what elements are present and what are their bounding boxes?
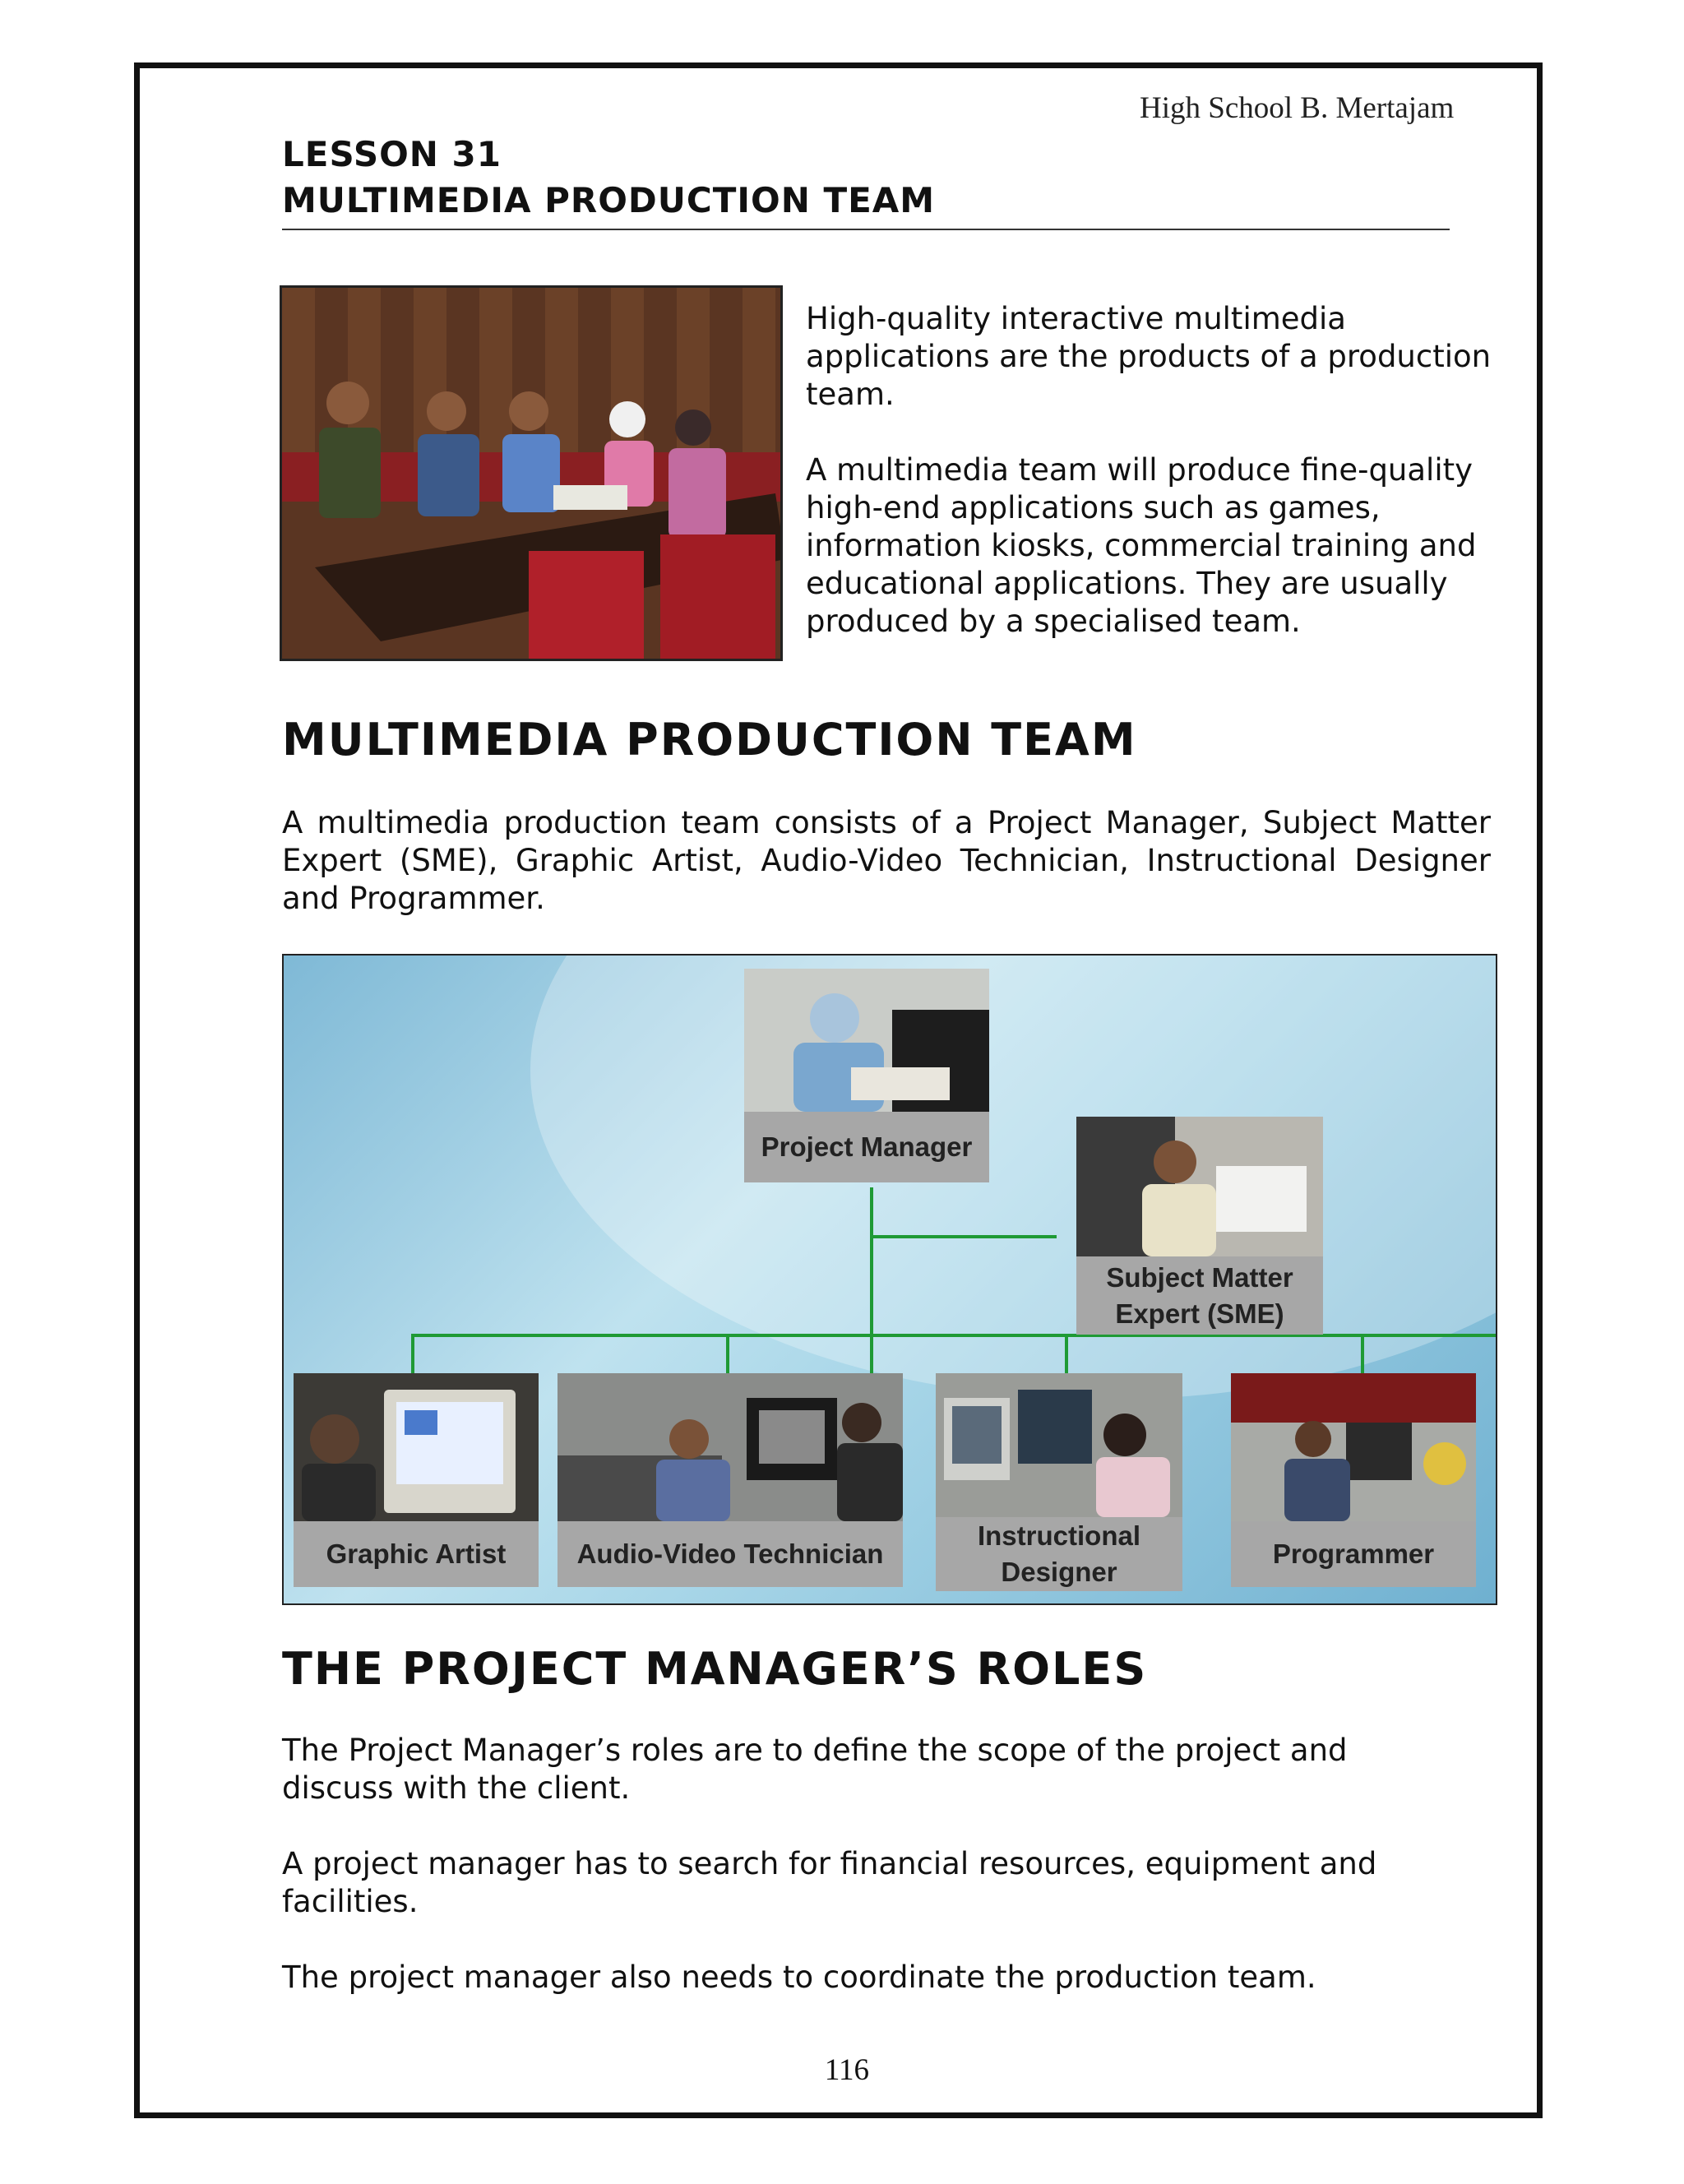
av-technician-label: Audio-Video Technician — [557, 1521, 903, 1587]
page-number: 116 — [824, 2053, 870, 2087]
org-chart — [282, 954, 1497, 1605]
roles-section-title: THE PROJECT MANAGER’S ROLES — [282, 1643, 1148, 1695]
intro-text — [806, 300, 1497, 678]
team-section-text: A multimedia production team consists of a Project Manager, Subject Matter Expert (SME), Graphic Artist, Audio-Video Technician, Instructional Designer and Programmer. — [282, 805, 1491, 916]
programmer-photo — [1231, 1373, 1476, 1521]
programmer-label: Programmer — [1231, 1521, 1476, 1587]
instructional-designer-photo — [936, 1373, 1182, 1517]
project-manager-label: Project Manager — [744, 1112, 989, 1182]
sme-label — [1076, 1256, 1323, 1335]
lesson-title: MULTIMEDIA PRODUCTION TEAM — [282, 180, 936, 220]
av-technician-node — [557, 1373, 903, 1587]
instructional-designer-label — [936, 1517, 1182, 1591]
roles-paragraph-1: The Project Manager’s roles are to define the scope of the project and discuss with the client. — [282, 1733, 1348, 1806]
lesson-heading — [282, 132, 1450, 224]
av-technician-photo — [557, 1373, 903, 1521]
instructional-designer-node — [936, 1373, 1182, 1591]
project-manager-node — [744, 969, 989, 1182]
sme-photo — [1076, 1117, 1323, 1256]
sme-label-line1: Subject Matter — [1106, 1261, 1293, 1293]
av-connector — [726, 1334, 729, 1373]
programmer-node — [1231, 1373, 1476, 1587]
id-label-line2: Designer — [1001, 1557, 1117, 1587]
graphic-artist-label: Graphic Artist — [294, 1521, 539, 1587]
school-name: High School B. Mertajam — [1140, 91, 1455, 125]
graphic-artist-node — [294, 1373, 539, 1587]
intro-paragraph-1: High-quality interactive multimedia applications are the products of a production team. — [806, 301, 1492, 412]
roles-paragraph-3: The project manager also needs to coordinate the production team. — [282, 1960, 1316, 1995]
graphic-artist-photo — [294, 1373, 539, 1521]
id-label-line1: Instructional — [977, 1520, 1141, 1551]
roles-paragraph-2: A project manager has to search for financial resources, equipment and facilities. — [282, 1846, 1377, 1919]
team-horizontal-line — [411, 1334, 1497, 1337]
sme-label-line2: Expert (SME) — [1115, 1298, 1284, 1329]
sme-node — [1076, 1117, 1323, 1335]
heading-rule — [282, 229, 1450, 230]
intro-paragraph-2: A multimedia team will produce fine-quality high-end applications such as games, information kiosks, commercial training and educational applications. They are usually produced by a specialised team. — [806, 452, 1477, 639]
meeting-photo — [280, 285, 783, 661]
lesson-number: LESSON 31 — [282, 134, 502, 174]
pm-sme-line — [870, 1235, 1057, 1238]
prog-connector — [1361, 1334, 1364, 1373]
id-connector — [1065, 1334, 1068, 1373]
chart-background-glow — [530, 954, 1497, 1400]
team-section-title: MULTIMEDIA PRODUCTION TEAM — [282, 714, 1137, 766]
project-manager-photo — [744, 969, 989, 1112]
ga-connector — [411, 1334, 414, 1373]
